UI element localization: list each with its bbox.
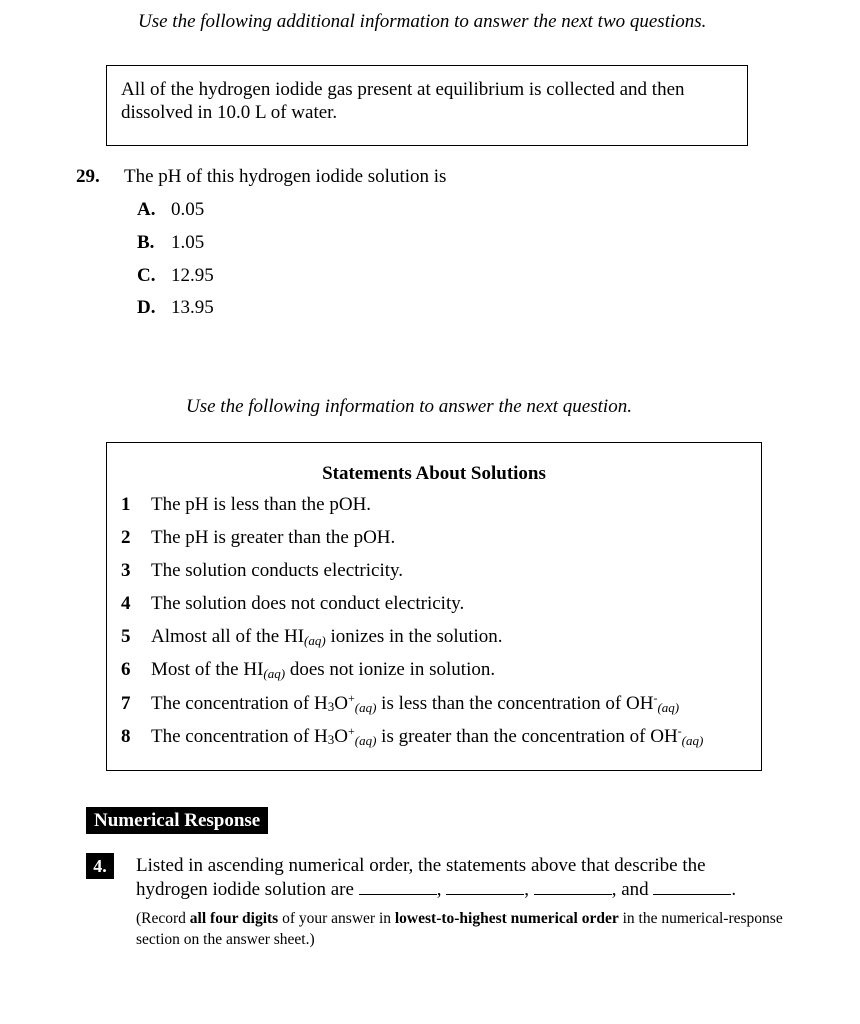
intro-two-questions: Use the following additional information to answer the next two questions. xyxy=(138,11,707,32)
statement-text: The concentration of H xyxy=(151,726,328,747)
numerical-response-question xyxy=(136,855,776,901)
question-line-2: hydrogen iodide solution are xyxy=(136,879,354,900)
option-text: 12.95 xyxy=(171,265,214,286)
statement-number: 5 xyxy=(121,626,131,647)
option-b[interactable] xyxy=(137,232,204,254)
intro-next-question: Use the following information to answer the next question. xyxy=(186,396,632,417)
statement-5 xyxy=(121,626,503,649)
statement-number: 2 xyxy=(121,527,131,548)
numerical-response-label: Numerical Response xyxy=(86,807,268,834)
statement-text: Most of the HI xyxy=(151,659,264,680)
separator: . xyxy=(731,879,737,900)
superscript: + xyxy=(347,691,355,705)
numerical-response-note xyxy=(136,908,786,950)
statement-text: does not ionize in solution. xyxy=(285,659,496,680)
statement-number: 1 xyxy=(121,494,131,515)
subscript: (aq) xyxy=(263,666,286,681)
question-stem: The pH of this hydrogen iodide solution is xyxy=(124,166,447,187)
note-emphasis: lowest-to-highest numerical order xyxy=(394,910,619,927)
answer-blank-2[interactable] xyxy=(446,877,524,895)
statement-number: 3 xyxy=(121,560,131,581)
subscript: (aq) xyxy=(681,733,704,748)
separator: , xyxy=(436,879,442,900)
superscript: + xyxy=(347,724,355,738)
option-a[interactable] xyxy=(137,199,204,221)
statement-number: 7 xyxy=(121,693,131,714)
option-letter: C. xyxy=(137,265,156,286)
separator: , xyxy=(524,879,529,900)
subscript: 3 xyxy=(327,732,335,747)
statement-text: O xyxy=(334,693,348,714)
statements-title: Statements About Solutions xyxy=(322,463,546,484)
statement-6 xyxy=(121,659,495,682)
superscript: - xyxy=(653,691,658,705)
note-text: (Record xyxy=(136,910,190,927)
question-number: 29. xyxy=(76,166,100,187)
statement-text: The solution does not conduct electricity. xyxy=(151,593,465,614)
option-d[interactable] xyxy=(137,297,214,319)
statement-text: The concentration of H xyxy=(151,693,328,714)
statement-text: The pH is greater than the pOH. xyxy=(151,527,396,548)
statement-number: 6 xyxy=(121,659,131,680)
statement-text: ionizes in the solution. xyxy=(325,626,503,647)
statement-text: is less than the concentration of OH xyxy=(376,693,654,714)
option-text: 1.05 xyxy=(171,232,205,253)
separator: , and xyxy=(611,879,649,900)
subscript: (aq) xyxy=(657,700,680,715)
statement-text: is greater than the concentration of OH xyxy=(376,726,678,747)
info-box-text: All of the hydrogen iodide gas present at equilibrium is collected and then dissolved in 10.0 L of water. xyxy=(121,79,685,123)
note-text: in the numerical-response section on the answer sheet.) xyxy=(136,910,783,948)
statement-1 xyxy=(121,494,371,516)
subscript: (aq) xyxy=(304,633,326,648)
question-line-1: Listed in ascending numerical order, the statements above that describe the xyxy=(136,855,706,876)
statement-7 xyxy=(121,691,679,716)
statements-box xyxy=(106,442,762,771)
note-text: of your answer in xyxy=(278,910,395,927)
subscript: 3 xyxy=(327,699,335,714)
note-emphasis: all four digits xyxy=(189,910,279,927)
statement-3 xyxy=(121,560,403,582)
superscript: - xyxy=(677,724,682,738)
subscript: (aq) xyxy=(354,733,377,748)
statement-4 xyxy=(121,593,464,615)
statement-text: Almost all of the HI xyxy=(151,626,305,647)
statement-text: The solution conducts electricity. xyxy=(151,560,404,581)
option-letter: D. xyxy=(137,297,156,318)
answer-blank-4[interactable] xyxy=(653,877,731,895)
answer-blank-1[interactable] xyxy=(359,877,437,895)
statement-text: O xyxy=(334,726,348,747)
info-box xyxy=(106,65,748,146)
statement-2 xyxy=(121,527,395,549)
statement-text: The pH is less than the pOH. xyxy=(151,494,372,515)
option-letter: A. xyxy=(137,199,156,220)
statement-8 xyxy=(121,724,703,749)
option-c[interactable] xyxy=(137,265,214,287)
option-text: 0.05 xyxy=(171,199,205,220)
numerical-response-number: 4. xyxy=(86,853,114,879)
option-letter: B. xyxy=(137,232,155,253)
statement-number: 4 xyxy=(121,593,131,614)
subscript: (aq) xyxy=(354,700,377,715)
answer-blank-3[interactable] xyxy=(534,877,612,895)
option-text: 13.95 xyxy=(171,297,214,318)
statement-number: 8 xyxy=(121,726,131,747)
